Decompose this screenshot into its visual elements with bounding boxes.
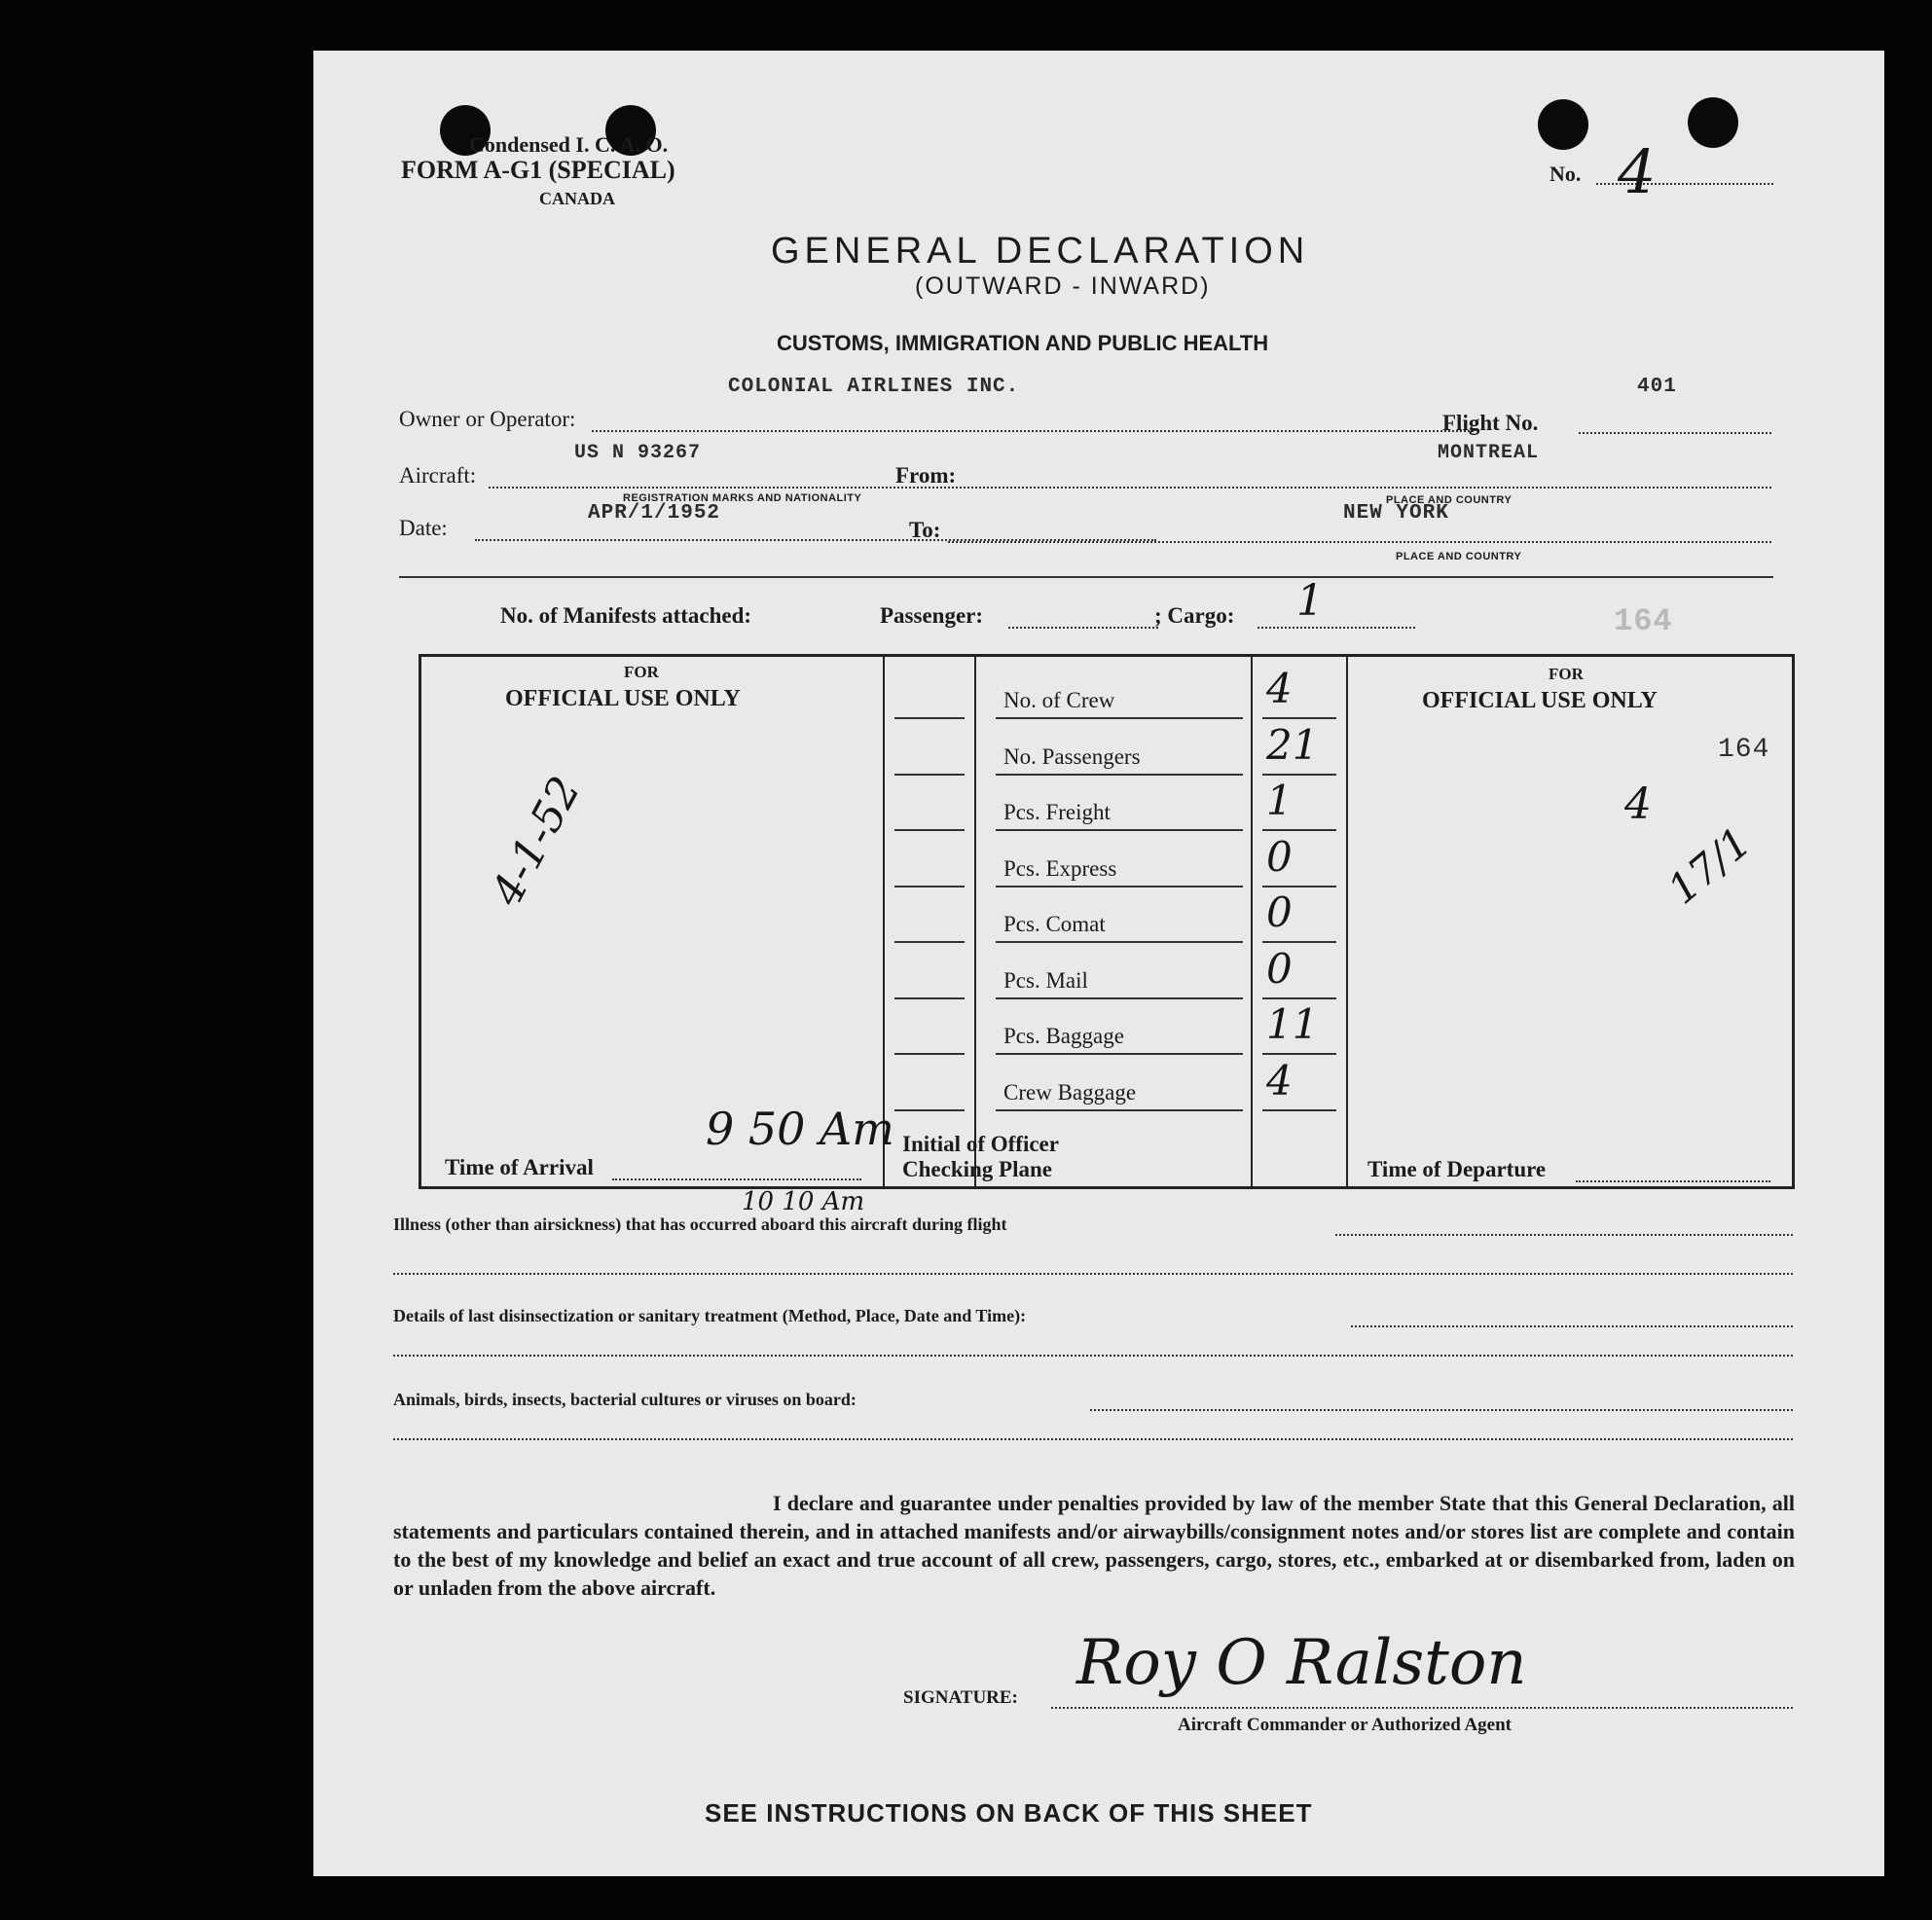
cargo-line <box>1258 627 1415 629</box>
to-label: To: <box>909 518 941 542</box>
signature-caption: Aircraft Commander or Authorized Agent <box>1178 1715 1513 1735</box>
row-label: Pcs. Express <box>1003 855 1117 881</box>
form-subheading: CUSTOMS, IMMIGRATION AND PUBLIC HEALTH <box>777 331 1269 355</box>
row-rule <box>894 997 965 999</box>
section-divider <box>399 576 1773 578</box>
aircraft-caption: REGISTRATION MARKS AND NATIONALITY <box>623 492 862 504</box>
row-rule <box>894 1053 965 1055</box>
right-for-label: FOR <box>1549 665 1584 683</box>
aircraft-label: Aircraft: <box>399 463 477 488</box>
row-rule <box>1262 717 1336 719</box>
arrival-note: 10 10 Am <box>742 1187 865 1216</box>
departure-line <box>1576 1180 1770 1182</box>
aircraft-value: US N 93267 <box>574 442 702 464</box>
form-header-line3: CANADA <box>539 189 615 208</box>
punch-hole <box>1538 99 1588 150</box>
row-rule <box>996 941 1243 943</box>
row-value: 4 <box>1266 665 1293 712</box>
disinsect-line-2 <box>393 1355 1793 1357</box>
from-value: MONTREAL <box>1438 442 1540 464</box>
row-label: Pcs. Baggage <box>1003 1024 1124 1048</box>
to-value: NEW YORK <box>1343 502 1449 525</box>
form-header-line2: FORM A-G1 (SPECIAL) <box>401 156 675 184</box>
row-rule <box>1262 1053 1336 1055</box>
row-label: Pcs. Mail <box>1003 967 1088 993</box>
row-value: 4 <box>1266 1056 1293 1105</box>
animals-label: Animals, birds, insects, bacterial cultures or viruses on board: <box>393 1390 857 1409</box>
row-rule <box>1262 941 1336 943</box>
row-rule <box>996 1109 1243 1111</box>
owner-line <box>592 430 1474 432</box>
arrival-value: 9 50 Am <box>706 1103 894 1155</box>
row-value: 0 <box>1266 832 1293 881</box>
right-stamp-number: 164 <box>1718 735 1770 765</box>
footer-instructions: SEE INSTRUCTIONS ON BACK OF THIS SHEET <box>705 1798 1313 1828</box>
form-header-line1: Condensed I. C. A. O. <box>469 132 669 157</box>
form-number-value: 4 <box>1618 136 1657 207</box>
cargo-value: 1 <box>1296 576 1324 626</box>
departure-label: Time of Departure <box>1367 1157 1547 1181</box>
row-label: Crew Baggage <box>1003 1079 1137 1105</box>
owner-value: COLONIAL AIRLINES INC. <box>728 376 1020 398</box>
form-subtitle: (OUTWARD - INWARD) <box>915 272 1211 300</box>
manifests-label: No. of Manifests attached: <box>500 603 752 628</box>
initial-label-1: Initial of Officer <box>902 1132 1059 1156</box>
row-rule <box>1262 829 1336 831</box>
illness-line-2 <box>393 1273 1793 1275</box>
row-value: 0 <box>1266 888 1293 936</box>
signature-line <box>1051 1707 1793 1709</box>
table-divider <box>974 657 976 1186</box>
row-rule <box>894 717 965 719</box>
to-caption: PLACE AND COUNTRY <box>1396 551 1522 562</box>
right-note-1: 4 <box>1624 779 1652 829</box>
flight-value: 401 <box>1637 376 1677 398</box>
disinsect-label: Details of last disinsectization or sanitary treatment (Method, Place, Date and Time): <box>393 1306 1027 1325</box>
declaration-text <box>393 1489 1795 1602</box>
row-value: 0 <box>1266 944 1293 993</box>
disinsect-line <box>1351 1325 1793 1327</box>
flight-line <box>1579 432 1771 434</box>
row-rule <box>1262 774 1336 776</box>
illness-line <box>1335 1234 1793 1236</box>
from-label: From: <box>895 463 957 488</box>
date-label: Date: <box>399 516 448 540</box>
table-divider <box>1346 657 1348 1186</box>
passenger-line <box>1008 627 1158 629</box>
date-value: APR/1/1952 <box>588 502 721 525</box>
from-caption: PLACE AND COUNTRY <box>1386 494 1513 506</box>
row-rule <box>1262 886 1336 888</box>
row-label: No. Passengers <box>1003 743 1141 769</box>
row-rule <box>894 829 965 831</box>
form-title: GENERAL DECLARATION <box>771 231 1310 272</box>
punch-hole <box>1688 97 1738 148</box>
row-label: Pcs. Comat <box>1003 912 1106 936</box>
row-value: 11 <box>1266 1000 1319 1048</box>
initial-label-2: Checking Plane <box>902 1157 1052 1181</box>
arrival-line <box>612 1178 861 1180</box>
owner-label: Owner or Operator: <box>399 407 576 431</box>
row-value: 1 <box>1266 777 1293 824</box>
row-rule <box>1262 1109 1336 1111</box>
row-rule <box>894 774 965 776</box>
from-line <box>960 487 1771 489</box>
row-rule <box>894 941 965 943</box>
row-rule <box>996 717 1243 719</box>
right-official-label: OFFICIAL USE ONLY <box>1422 688 1658 713</box>
row-label: Pcs. Freight <box>1003 800 1111 824</box>
animals-line <box>1090 1409 1793 1411</box>
signature-value: Roy O Ralston <box>1076 1627 1527 1699</box>
right-note-2: 17/1 <box>1659 817 1761 914</box>
row-rule <box>996 774 1243 776</box>
left-for-label: FOR <box>624 663 659 681</box>
illness-label: Illness (other than airsickness) that has occurred aboard this aircraft during flight <box>393 1214 1007 1234</box>
signature-label: SIGNATURE: <box>903 1687 1018 1708</box>
row-rule <box>996 829 1243 831</box>
declaration-paragraph: I declare and guarantee under penalties provided by law of the member State that this General Declaration, all statements and particulars contained therein, and in attached manifests and/or airwaybills/consignment notes and/or stores list are complete and contain to the best of my knowledge and belief an exact and true account of all crew, passengers, cargo, stores, etc., embarked at or disembarked from, laden on or unladen from the above aircraft. <box>393 1491 1795 1600</box>
to-line <box>948 541 1771 543</box>
arrival-label: Time of Arrival <box>445 1155 594 1179</box>
animals-line-2 <box>393 1438 1793 1440</box>
form-sheet <box>313 51 1884 1876</box>
row-rule <box>1262 997 1336 999</box>
left-handwriting: 4-1-52 <box>482 768 591 914</box>
stamp-number: 164 <box>1614 603 1673 639</box>
official-table <box>419 654 1795 1189</box>
cargo-label: ; Cargo: <box>1154 603 1235 628</box>
table-divider <box>1251 657 1253 1186</box>
row-rule <box>996 997 1243 999</box>
passenger-label: Passenger: <box>880 603 984 628</box>
left-official-label: OFFICIAL USE ONLY <box>505 686 741 711</box>
row-label: No. of Crew <box>1003 688 1115 712</box>
form-number-label: No. <box>1549 162 1582 186</box>
row-rule <box>996 886 1243 888</box>
row-rule <box>996 1053 1243 1055</box>
row-value: 21 <box>1266 720 1319 769</box>
row-rule <box>894 1109 965 1111</box>
row-rule <box>894 886 965 888</box>
flight-label: Flight No. <box>1442 411 1539 435</box>
